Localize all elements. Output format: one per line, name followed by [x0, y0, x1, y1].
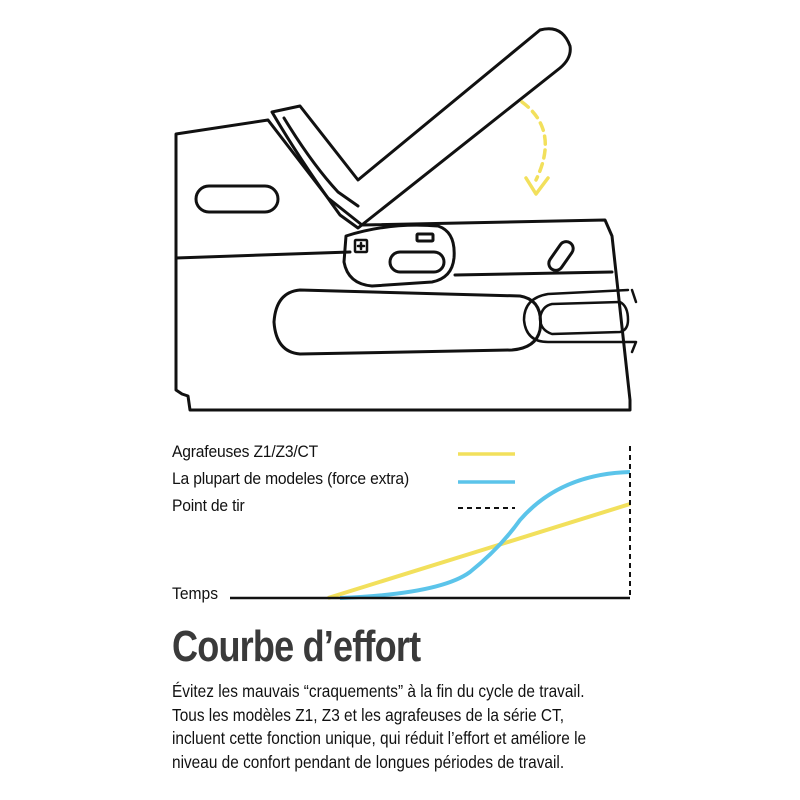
description-line: niveau de confort pendant de longues périodes de travail. — [172, 751, 565, 772]
description-line: Évitez les mauvais “craquements” à la fin du cycle de travail. — [172, 681, 585, 701]
body-seam-right — [455, 272, 612, 275]
minus-icon — [417, 234, 433, 241]
legend-label-most-models: La plupart de modeles (force extra) — [172, 469, 409, 488]
description-line: incluent cette fonction unique, qui réduit l’effort et améliore le — [172, 728, 587, 748]
description-text — [172, 680, 732, 774]
force-adjuster-panel — [344, 225, 454, 286]
body-seam — [176, 252, 350, 258]
page-title: Courbe d’effort — [172, 622, 421, 671]
description-line: Tous les modèles Z1, Z3 et les agrafeuses de la série CT, — [172, 704, 565, 725]
grip-slot — [196, 186, 278, 212]
time-axis-label: Temps — [172, 584, 219, 603]
effort-line-z1-z3-ct — [328, 504, 630, 598]
curved-arrow-icon — [522, 102, 548, 194]
legend-label-firing-point: Point de tir — [172, 496, 245, 515]
plus-icon — [355, 240, 367, 252]
legend-label-z1-z3-ct: Agrafeuses Z1/Z3/CT — [172, 442, 319, 461]
magazine-window — [274, 290, 541, 354]
stapler-drawing — [176, 29, 636, 410]
small-slot — [546, 239, 576, 273]
stapler-handle — [272, 29, 570, 228]
legend-swatches — [458, 454, 515, 508]
adjuster-knob — [390, 252, 444, 272]
